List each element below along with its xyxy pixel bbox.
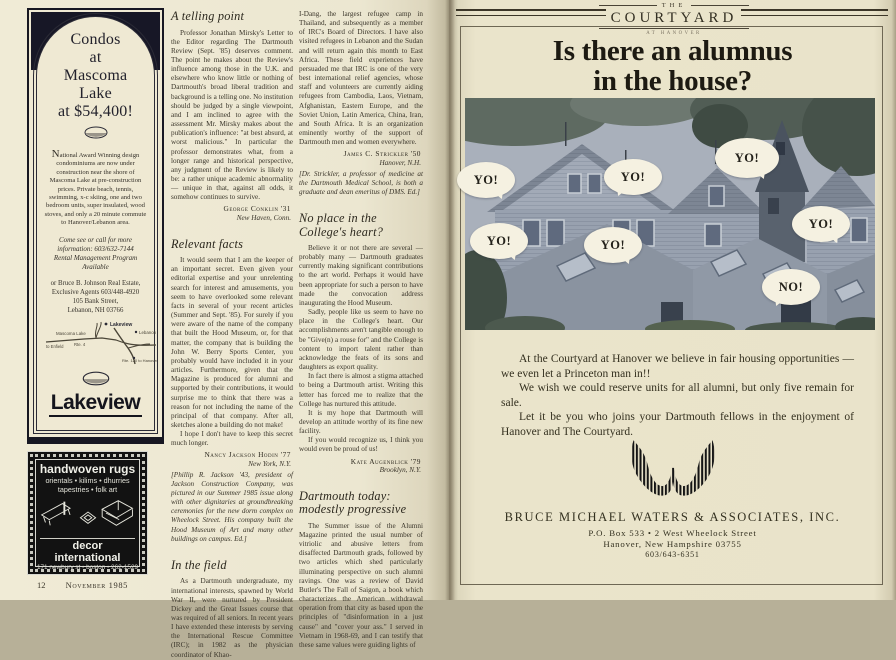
masthead-name: COURTYARD — [599, 10, 749, 29]
letter-signature: George Conklin '31 New Haven, Conn. — [223, 204, 291, 223]
cta-line: Rental Management Program Available — [53, 253, 138, 271]
letter-paragraph: It is my hope that Dartmouth will develop an attitude worthy of its fine new facility. — [299, 408, 423, 436]
letters-column-1 — [171, 10, 293, 660]
decor-headline: handwoven rugs — [39, 462, 136, 476]
editor-note: [Phillip R. Jackson '43, president of Jackson Construction Company, was pictured in our Summer 1985 issue along with other dignitaries at groundbreaking ceremonies for the new dorm complex on Wheelock Street. His company built the Hood Museum of Art and many other buildings on campus. Ed.] — [171, 470, 293, 543]
waters-w-logo-icon — [449, 438, 896, 505]
letter-heading: Dartmouth today: modestly progressive — [299, 488, 407, 517]
ad-paragraph: We wish we could reserve units for all alumni, but only five remain for sale. — [501, 382, 854, 409]
letter-paragraph: In fact there is almost a stigma attached to being a Dartmouth artist. Writing this letter has forced me to realize that the College has nurtured this attitude. — [299, 372, 423, 408]
map-label-lebanon: Lebanon — [139, 329, 157, 335]
speech-bubble: YO! — [604, 159, 662, 195]
map-label-rte120: Rte. 120 to Hanover — [122, 357, 158, 363]
right-page-courtyard-ad — [449, 0, 896, 600]
ad-title-line: Lake — [79, 85, 112, 102]
arch-panel — [36, 16, 158, 431]
letter-paragraph: If you would recognize us, I think you would even be proud of us! — [299, 436, 423, 454]
editor-note: [Dr. Strickler, a professor of medicine at the Dartmouth Medical School, is both a graduate and dean emeritus of DMS. Ed.] — [299, 169, 423, 196]
company-address: P.O. Box 533 • 2 West Wheelock Street — [588, 528, 757, 538]
letter-paragraph: Sadly, people like us seem to have no place in the College's heart. Our accomplishments aren't tangible enough to be "Give(n) a rouse for" and the College is content to import talent rather than acknowledge the feats of its sons and daughters as export quality. — [299, 308, 423, 372]
speech-bubble: YO! — [470, 223, 528, 259]
decor-subline: tapestries • folk art — [57, 485, 118, 494]
ad-paragraph: Let it be you who joins your Dartmouth fellows in the enjoyment of Hanover and The Courtyard. — [501, 411, 854, 438]
rug-illustrations — [36, 494, 140, 532]
ornate-border — [30, 454, 145, 572]
decor-address: 171 newbury st • boston • 262-1529 — [36, 564, 139, 571]
agent-line: 105 Bank Street, — [72, 297, 119, 305]
drop-cap: N — [51, 148, 60, 160]
page-number: 12 — [37, 580, 46, 590]
letter-heading: A telling point — [171, 9, 245, 23]
oval-ornament-icon — [44, 371, 147, 391]
ad-title-line: at — [89, 49, 102, 66]
letter-paragraph: I-Dang, the largest refugee camp in Thailand, and subsequently as a member of IRC's Board of Directors. I have also visited refugees in Lebanon and the Sudan and will return again this month to East Africa. These field experiences have persuaded me that IRC is one of the very best international relief agencies, whose staff and volunteers are currently aiding refugees from Cambodia, Laos, Vietnam, Afghanistan, Eastern Europe, and the Soviet Union, Latin America, China, Iran, and South Africa. It is an organization eminently worthy of the support of Dartmouth men and women everywhere. — [299, 10, 423, 147]
letter-paragraph: Professor Jonathan Mirsky's Letter to the Editor regarding The Dartmouth Review (Sept. '85) deserves comment. The point he makes about the Review's influence among those in the U.K. and elsewhere who know little or nothing of Dartmouth's broad liberal tradition and background is a telling one. No institution should be judged by a single viewpoint, and I am inclined to agree with the assessment Mr. Mirsky makes about the publication's influence: "at best absurd, at worst malicious." In particular the professor demonstrates what, from a longer range and historical perspective, any judgment of the Review is likely to be: a rather unique academic abnormality — unique in that, against all odds, it somehow continues to survive. — [171, 28, 293, 202]
ad-price-line: at $54,400! — [57, 103, 134, 120]
ad-headline: Is there an alumnus in the house? — [552, 35, 793, 97]
lakeview-wordmark: Lakeview — [49, 392, 142, 417]
letter-paragraph: As a Dartmouth undergraduate, my international interests, spawned by World War II, were nurtured by President Dickey and the Great Issues course that was required of all seniors. In recent years I have extended these interests by serving the International Rescue Committee (IRC); in 1982 as the physician coordinator of Khao- — [171, 577, 293, 659]
letter-signature: Kate Augenblick '79 Brooklyn, N.Y. — [350, 456, 421, 475]
cta-line: Come see or call for more information: 603/632-7144 — [57, 235, 134, 253]
company-name: BRUCE MICHAEL WATERS & ASSOCIATES, INC. — [504, 510, 841, 524]
ad-body-copy — [501, 352, 854, 439]
agent-line: Lebanon, NH 03766 — [67, 306, 124, 314]
letter-paragraph: I hope I don't have to keep this secret much longer. — [171, 430, 293, 448]
decor-wordmark: decor international — [40, 538, 135, 564]
top-rule-right — [741, 9, 888, 16]
company-address: Hanover, New Hampshire 03755 — [603, 539, 742, 549]
ad-mascoma-lake — [27, 8, 164, 444]
company-phone: 603/643-6351 — [645, 550, 700, 559]
ad-agent — [44, 279, 147, 315]
ad-decor-international — [27, 451, 148, 575]
map-label-lake: Mascoma Lake — [56, 330, 86, 336]
page-gutter — [445, 0, 455, 600]
oval-ornament-icon — [84, 126, 108, 144]
top-rule-left — [456, 9, 606, 16]
condo-houses-photo — [465, 98, 875, 330]
location-map — [44, 320, 158, 371]
ad-title-line: Condos — [70, 31, 121, 48]
letter-heading: Relevant facts — [171, 236, 244, 251]
map-label-enfield: to Enfield — [46, 343, 64, 349]
ad-body: ational Award Winning design condominiums are now under construction near the shore of Mascoma Lake at pre-construction prices. Private beach, tennis, swimming, x-c skiing, one and two bedroom units, super insulated, wood stoves, and only a 20 minute commute to Hanover/Lebanon area. — [44, 152, 147, 227]
letter-heading: No place in the College's heart? — [299, 211, 384, 239]
letter-paragraph: Believe it or not there are several — probably many — Dartmouth graduates currently making significant contributions to the art world. Perhaps it would have been appropriate for such a person to have made the convocation address inaugurating the Hood Museum. — [299, 244, 423, 307]
ad-cta — [44, 236, 147, 272]
speech-bubble-no: NO! — [762, 269, 820, 305]
letter-signature: James C. Strickler '50 Hanover, N.H. — [343, 149, 421, 167]
ad-title — [44, 31, 147, 121]
letter-heading: In the field — [171, 557, 227, 572]
decor-subline: orientals • kilims • dhurries — [45, 476, 130, 485]
speech-bubble: YO! — [584, 227, 642, 263]
company-block — [449, 510, 896, 560]
letter-paragraph: The Summer issue of the Alumni Magazine printed the usual number of vitriolic and abusive letters from disaffected Dartmouth grads, followed by two articles which shed particularly illuminating perspective on such alumni ravings. One was a review of David Butler's The Fall of Saigon, a book which characterizes the American withdrawal operation from that city as based upon the principles of "disinformation in a just cause" and "cover your ass." I served in Vietnam in 1968-69, and I can testify that these same values were guiding lights of — [299, 521, 423, 649]
map-label-rte4: Rte. 4 — [74, 341, 86, 347]
speech-bubble: YO! — [457, 162, 515, 198]
issue-date: November 1985 — [65, 580, 129, 590]
ad-title-line: Mascoma — [63, 67, 128, 84]
masthead-the: THE — [661, 2, 687, 9]
agent-line: or Bruce B. Johnson Real Estate, Exclusive Agents 603/448-4920 — [50, 279, 141, 296]
map-label-lakeview: Lakeview — [110, 321, 133, 328]
masthead-at-hanover: AT HANOVER — [646, 31, 702, 36]
letters-column-2 — [299, 10, 423, 650]
letter-paragraph: It would seem that I am the keeper of an important secret. Even given your editorial expertise and your unrelenting search for interest and amusements, you seem to have overlooked some relevant facts in several of your recent articles (Summer and Sept. '85). For surely if you were aware of the name of the company that built the Hood Museum, or, for that matter, the company that is building the John W. Berry Sports Center, you probably would have included it in your articles. Furthermore, given that the Magazine is produced for alumni and supported by their contributions, it would surprise me to think that there was a reason for not including the name of the principal of that company. After all, sketches alone a building do not make! — [171, 256, 293, 429]
page-folio — [37, 580, 128, 590]
ad-paragraph: At the Courtyard at Hanover we believe in fair housing opportunities — we even let a Princeton man in!! — [501, 353, 854, 380]
ad-body-text — [44, 150, 147, 228]
speech-bubble: YO! — [715, 138, 779, 178]
letter-signature: Nancy Jackson Hodin '77 New York, N.Y. — [204, 450, 291, 469]
speech-bubble: YO! — [792, 206, 850, 242]
